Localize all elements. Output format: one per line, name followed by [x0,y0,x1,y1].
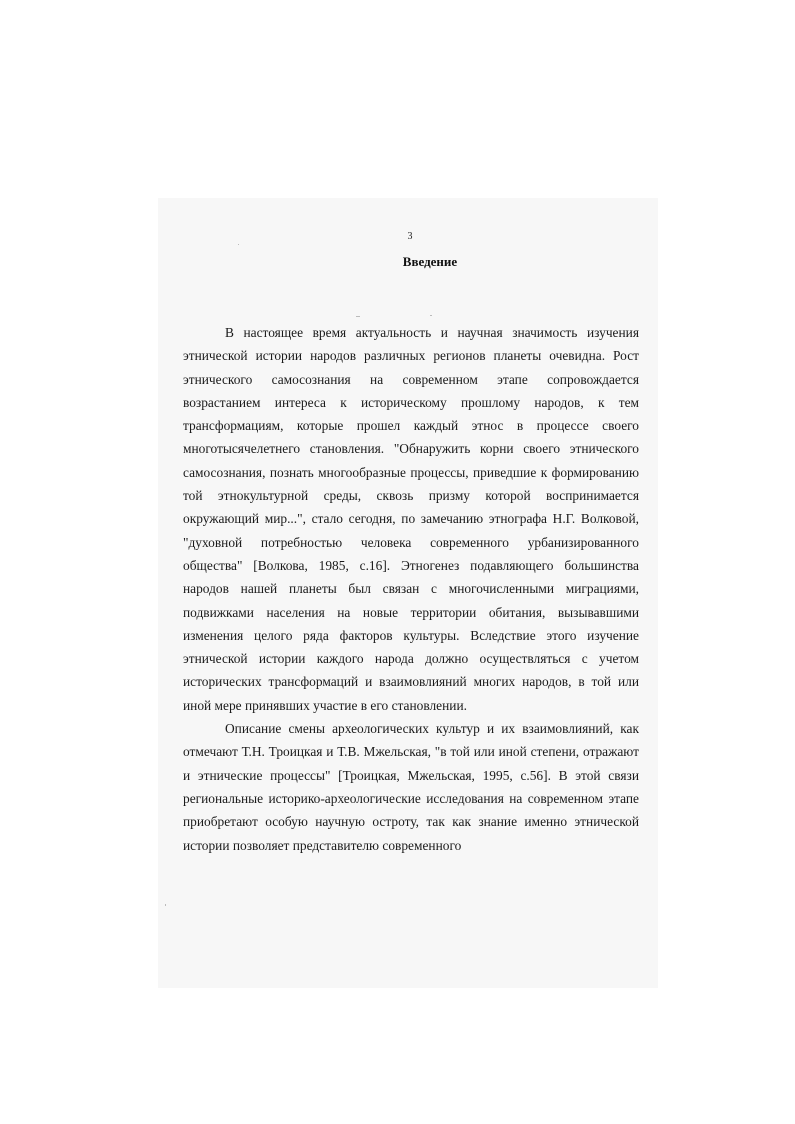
scan-speck [356,316,360,317]
scan-speck [430,315,432,316]
scan-speck [165,904,166,906]
scan-speck [238,244,239,245]
page-number: 3 [407,231,413,242]
paragraph: Описание смены археологических культур и их взаимовлияний, как отмечают Т.Н. Троицкая и Т.В. Мжельская, "в той или иной степени, отражают и этнические процессы" [Троицкая, Мжельская, 1995, с.56]. В этой связи региональные историко-археологические исследования на современном этапе приобретают особую научную остроту, так как знание именно этнической истории позволяет представителю современного [183,721,639,853]
paragraph: В настоящее время актуальность и научная значимость изучения этнической истории народов различных регионов планеты очевидна. Рост этнического самосознания на современном этапе сопровождается возрастанием интереса к историческому прошлому народов, к тем трансформациям, которые прошел каждый этнос в процессе своего многотысячелетнего становления. "Обнаружить корни своего этнического самосознания, познать многообразные процессы, приведшие к формированию той этнокультурной среды, сквозь призму которой воспринимается окружающий мир...", стало сегодня, по замечанию этнографа Н.Г. Волковой, "духовной потребностью человека современного урбанизированного общества" [Волкова, 1985, с.16]. Этногенез подавляющего большинства народов нашей планеты был связан с многочисленными миграциями, подвижками населения на новые территории обитания, вызывавшими изменения целого ряда факторов культуры. Вследствие этого изучение этнической истории каждого народа должно осуществляться с учетом исторических трансформаций и взаимовлияний многих народов, в той или иной мере принявших участие в его становлении. [183,325,639,713]
section-heading: Введение [402,254,458,269]
body-text [183,321,639,857]
